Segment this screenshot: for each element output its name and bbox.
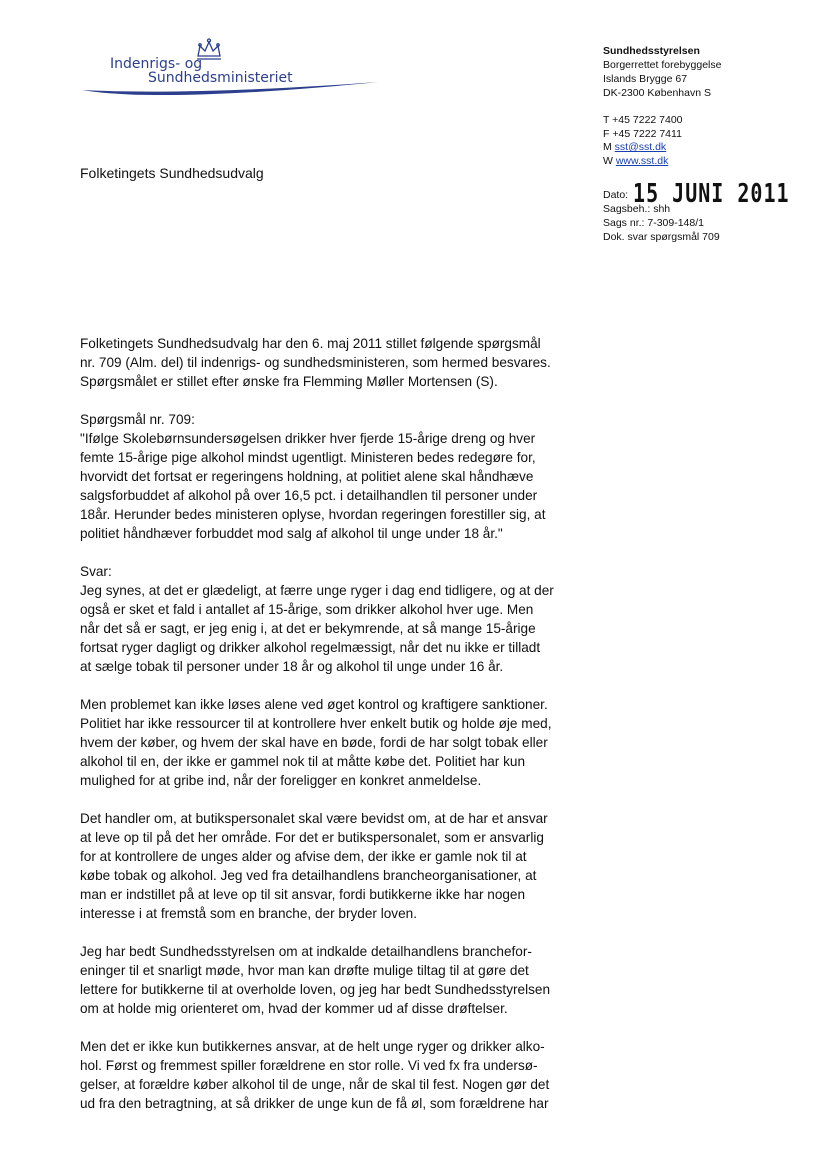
phone-number: +45 7222 7400 — [612, 114, 683, 126]
paragraph-line: fortsat ryger dagligt og drikker alkohol regelmæssigt, når det nu ikke er tilladt — [80, 640, 541, 655]
email-link[interactable]: sst@sst.dk — [614, 141, 667, 153]
paragraph-line: Det handler om, at butikspersonalet skal være bevidst om, at de har et ansvar — [80, 811, 548, 826]
body-paragraph — [80, 809, 575, 923]
paragraph-line: eninger til et snarligt møde, hvor man kan drøfte mulige tiltag til at gøre det — [80, 963, 529, 978]
body-paragraph — [80, 1037, 575, 1113]
paragraph-line: alkohol til en, der ikke er gammel nok til at måtte købe det. Politiet har kun — [80, 754, 526, 769]
recipient: Folketingets Sundhedsudvalg — [80, 165, 264, 181]
paragraph-line: hvorvidt det fortsat er regeringens holdning, at politiet alene skal håndhæve — [80, 469, 534, 484]
body-paragraph — [80, 410, 575, 543]
paragraph-line: købe tobak og alkohol. Jeg ved fra detailhandlens brancheorganisationer, at — [80, 868, 537, 883]
paragraph-line: nr. 709 (Alm. del) til indenrigs- og sundhedsministeren, som hermed besvares. — [80, 355, 551, 370]
paragraph-line: for at kontrollere de unges alder og afvise dem, der ikke er gamle nok til at — [80, 849, 527, 864]
paragraph-line: Jeg synes, at det er glædeligt, at færre unge ryger i dag end tidligere, og at der — [80, 583, 554, 598]
paragraph-line: at sælge tobak til personer under 18 år og alkohol til unge under 16 år. — [80, 659, 504, 674]
paragraph-line: Politiet har ikke ressourcer til at kontrollere hver enkelt butik og holde øje med, — [80, 716, 552, 731]
fax-prefix: F — [603, 127, 610, 140]
fax-line — [603, 128, 683, 142]
body-paragraph — [80, 942, 575, 1018]
phone-prefix: T — [603, 114, 610, 126]
paragraph-line: hvem der køber, og hvem der skal have en bøde, fordi de har solgt tobak eller — [80, 735, 548, 750]
paragraph-line: at leve op til på det her område. For det er butikspersonalet, som er ansvarlig — [80, 830, 544, 845]
letter-body — [80, 334, 575, 1132]
body-paragraph — [80, 695, 575, 790]
web-prefix: W — [603, 154, 613, 167]
date-label: Dato: — [603, 189, 629, 201]
paragraph-line: 18år. Herunder bedes ministeren oplyse, hvordan regeringen forestiller sig, at — [80, 507, 546, 522]
paragraph-line: mulighed for at gribe ind, når der foreligger en konkret anmeldelse. — [80, 773, 482, 788]
paragraph-line: ud fra den betragtning, at så drikker de unge kun de få øl, som forældrene har — [80, 1096, 549, 1111]
paragraph-line: "Ifølge Skolebørnsundersøgelsen drikker hver fjerde 15-årige dreng og hver — [80, 431, 536, 446]
paragraph-line: også er sket et fald i antallet af 15-årige, som drikker alkohol hver uge. Men — [80, 602, 534, 617]
caseworker: Sagsbeh.: shh — [603, 203, 671, 215]
paragraph-line: Folketingets Sundhedsudvalg har den 6. maj 2011 stillet følgende spørgsmål — [80, 336, 541, 351]
paragraph-line: lettere for butikkerne til at overholde loven, og jeg har bedt Sundhedsstyrelsen — [80, 982, 551, 997]
sender-org: Sundhedsstyrelsen — [603, 45, 700, 57]
paragraph-line: når det så er sagt, er jeg enig i, at det er bekymrende, at så mange 15-årige — [80, 621, 536, 636]
body-paragraph — [80, 562, 575, 676]
ministry-logo — [80, 38, 380, 98]
paragraph-line: salgsforbuddet af alkohol på over 16,5 pct. i detailhandlen til personer under — [80, 488, 538, 503]
body-paragraph — [80, 334, 575, 391]
document-ref: Dok. svar spørgsmål 709 — [603, 231, 720, 243]
website-link[interactable]: www.sst.dk — [615, 154, 669, 167]
logo-line1: Indenrigs- og — [110, 56, 203, 72]
sender-city: DK-2300 København S — [603, 87, 711, 99]
mail-prefix: M — [603, 141, 612, 153]
phone-line — [603, 114, 683, 128]
fax-number: +45 7222 7411 — [612, 127, 682, 140]
contact-block — [603, 114, 683, 168]
sender-street: Islands Brygge 67 — [603, 73, 688, 85]
paragraph-line: femte 15-årige pige alkohol mindst ugentligt. Ministeren bedes redegøre for, — [80, 450, 536, 465]
logo-line2: Sundhedsministeriet — [148, 70, 293, 86]
sender-dept: Borgerrettet forebyggelse — [603, 59, 722, 71]
paragraph-line: Men det er ikke kun butikkernes ansvar, at de helt unge ryger og drikker alko- — [80, 1039, 545, 1054]
sender-address — [603, 44, 721, 100]
paragraph-line: Jeg har bedt Sundhedsstyrelsen om at indkalde detailhandlens branchefor- — [80, 944, 532, 959]
case-meta — [603, 177, 790, 244]
paragraph-line: man er indstillet på at leve op til sit ansvar, fordi butikkerne ikke har nogen — [80, 887, 526, 902]
paragraph-line: gelser, at forældre køber alkohol til de unge, når de skal til fest. Nogen gør det — [80, 1077, 550, 1092]
paragraph-line: hol. Først og fremmest spiller forældrene en stor rolle. Vi ved fx fra undersø- — [80, 1058, 538, 1073]
mail-line — [603, 141, 683, 155]
case-number: Sags nr.: 7-309-148/1 — [603, 217, 704, 229]
paragraph-line: Spørgsmål nr. 709: — [80, 412, 195, 427]
paragraph-line: Spørgsmålet er stillet efter ønske fra Flemming Møller Mortensen (S). — [80, 374, 498, 389]
paragraph-line: Svar: — [80, 564, 112, 579]
date-stamp: 15 JUNI 2011 — [633, 177, 790, 209]
paragraph-line: om at holde mig orienteret om, hvad der kommer ud af disse drøftelser. — [80, 1001, 508, 1016]
paragraph-line: Men problemet kan ikke løses alene ved øget kontrol og kraftigere sanktioner. — [80, 697, 548, 712]
paragraph-line: politiet håndhæver forbuddet mod salg af alkohol til unge under 18 år." — [80, 526, 503, 541]
paragraph-line: interesse i at fremstå som en branche, der bryder loven. — [80, 906, 417, 921]
web-line — [603, 155, 683, 169]
